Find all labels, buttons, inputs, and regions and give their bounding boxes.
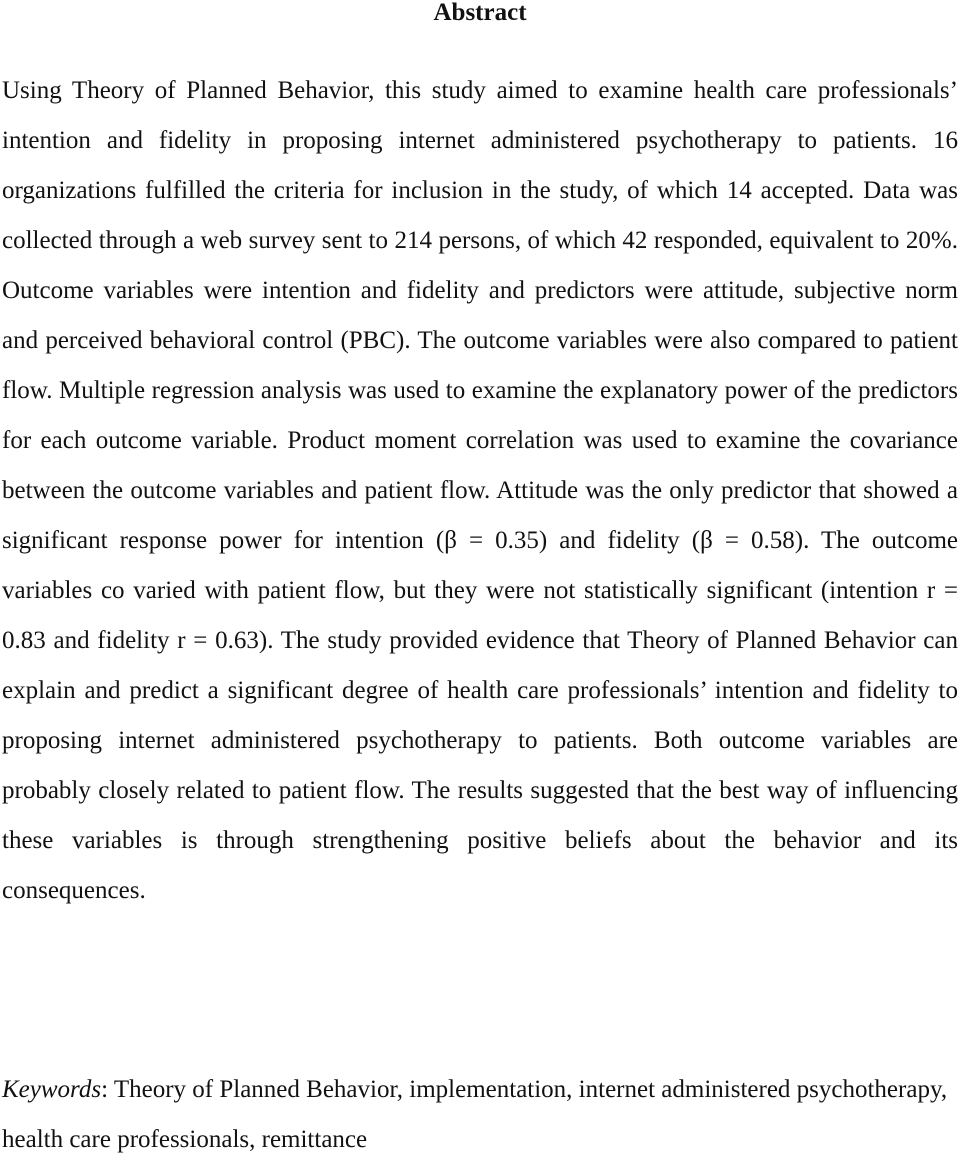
abstract-paragraph: Using Theory of Planned Behavior, this study aimed to examine health care professionals’ intention and fidelity in proposing internet administered psychotherapy to patients. 16 organizations fulfilled the criteria for inclusion in the study, of which 14 accepted. Data was collected through a web survey sent to 214 persons, of which 42 responded, equivalent to 20%. Outcome variables were intention and fidelity and predictors were attitude, subjective norm and perceived behavioral control (PBC). The outcome variables were also compared to patient flow. Multiple regression analysis was used to examine the explanatory power of the predictors for each outcome variable. Product moment correlation was used to examine the covariance between the outcome variables and patient flow. Attitude was the only predictor that showed a significant response power for intention (β = 0.35) and fidelity (β = 0.58). The outcome variables co varied with patient flow, but they were not statistically significant (intention r = 0.83 and fidelity r = 0.63). The study provided evidence that Theory of Planned Behavior can explain and predict a significant degree of health care professionals’ intention and fidelity to proposing internet administered psychotherapy to patients. Both outcome variables are probably closely related to patient flow. The results suggested that the best way of influencing these variables is through strengthening positive beliefs about the behavior and its consequences. [2,77,958,904]
keywords-separator: : [101,1076,114,1103]
keywords-text: Theory of Planned Behavior, implementation, internet administered psychotherapy, health care professionals, remittance [2,1076,948,1153]
keywords-line [2,1065,958,1165]
keywords-label: Keywords [2,1076,102,1103]
abstract-heading: Abstract [433,0,527,26]
